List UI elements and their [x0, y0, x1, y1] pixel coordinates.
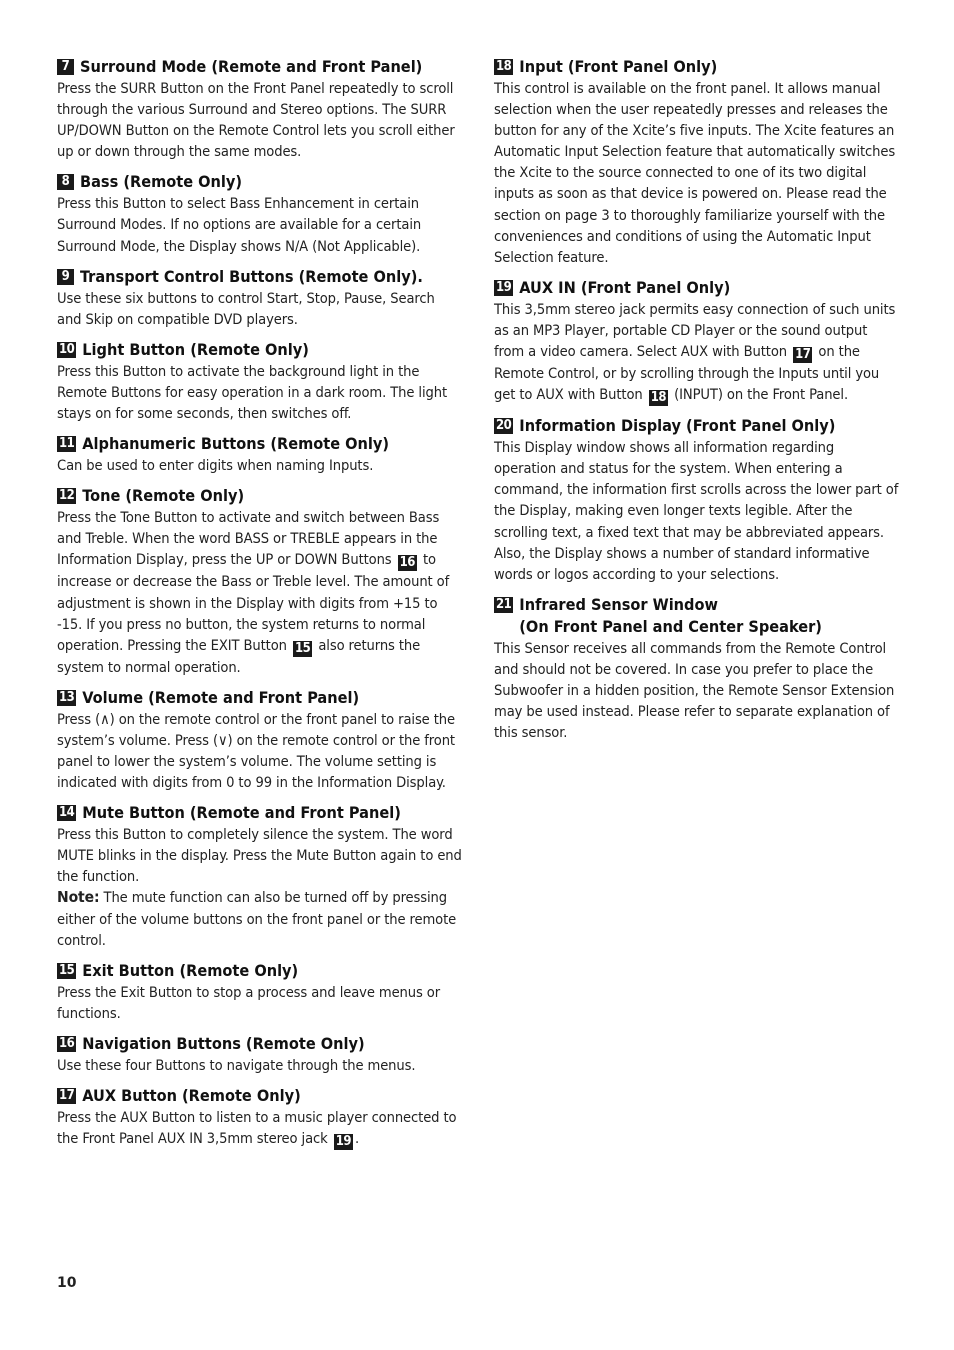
number-badge: 20 [496, 418, 512, 434]
note-label: Note: [57, 888, 100, 907]
body-text: Press the Tone Button to activate and switch between Bass and Treble. When the word BASS or TREBLE appears in the Information Display, press the UP or DOWN Buttons [57, 509, 440, 569]
section-body: Can be used to enter digits when naming Inputs. [57, 457, 374, 475]
body-text: This 3,5mm stereo jack permits easy connection of such units as an MP3 Player, portable CD Player or the sound output from a video camera. Select AUX with Button [494, 300, 896, 361]
section-heading [494, 415, 899, 437]
number-badge: 15 [59, 962, 75, 978]
section-title: Mute Button (Remote and Front Panel) [82, 803, 401, 823]
section-body: Press this Button to activate the background light in the Remote Buttons for easy operation in a dark room. The light stays on for some seconds, then switches off. [57, 362, 448, 423]
section-title: Alphanumeric Buttons (Remote Only) [82, 434, 390, 454]
section-heading [494, 56, 899, 78]
section-subtitle: (On Front Panel and Center Speaker) [519, 616, 822, 636]
section-heading [57, 1085, 462, 1107]
section-body: Press the Exit Button to stop a process and leave menus or functions. [57, 983, 441, 1022]
reference-badge: 17 [795, 347, 811, 363]
section-title: Light Button (Remote Only) [82, 339, 309, 359]
section-title: Input (Front Panel Only) [519, 57, 718, 76]
section-tone [57, 485, 462, 678]
body-text: . [355, 1130, 360, 1148]
section-heading [494, 594, 899, 638]
number-badge: 13 [59, 689, 75, 705]
section-body: Press this Button to select Bass Enhancement in certain Surround Modes. If no options are available for a certain Surround Mode, the Display shows N/A (Not Applicable). [57, 195, 422, 255]
section-body: Press (∧) on the remote control or the front panel to raise the system’s volume. Press (∨) on the remote control or the front panel to lower the system’s volume. The volume setting is indicated with digits from 0 to 99 in the Information Display. [57, 710, 455, 792]
number-badge: 16 [59, 1035, 75, 1051]
reference-badge: 16 [399, 555, 415, 571]
reference-badge: 19 [335, 1134, 352, 1150]
body-text: on the Remote Control, or by scrolling through the Inputs until you get to AUX with Button [494, 343, 880, 404]
section-bass [57, 171, 462, 256]
section-volume [57, 687, 462, 793]
number-badge: 19 [496, 279, 512, 295]
section-heading [494, 277, 899, 299]
page-number: 10 [57, 1275, 77, 1291]
section-body: This Display window shows all information regarding operation and status for the system. When entering a command, the information first scrolls across the lower part of the Display, making even longer texts legible. After the scrolling text, a fixed text that may be abbreviated appears. Also, the Display shows a number of standard informative words or logos according to your selections. [494, 439, 899, 583]
section-title: Exit Button (Remote Only) [82, 960, 299, 980]
section-body: This Sensor receives all commands from the Remote Control and should not be covered. In case you prefer to place the Subwoofer in a hidden position, the Remote Sensor Extension may be used instead. Please refer to separate explanation of this sensor. [494, 639, 895, 742]
section-aux-in [494, 277, 899, 406]
section-information-display [494, 415, 899, 585]
section-aux-button [57, 1085, 462, 1150]
number-badge: 12 [59, 488, 75, 504]
section-navigation-buttons [57, 1033, 462, 1076]
section-body: Press this Button to completely silence the system. The word MUTE blinks in the display. Press the Mute Button again to end the function. [57, 826, 462, 886]
section-title: Surround Mode (Remote and Front Panel) [80, 57, 423, 76]
section-alphanumeric [57, 433, 462, 476]
reference-badge: 15 [294, 640, 311, 656]
number-badge: 18 [496, 59, 512, 74]
section-title: AUX Button (Remote Only) [82, 1086, 301, 1105]
section-title: AUX IN (Front Panel Only) [519, 277, 731, 297]
section-title: Transport Control Buttons (Remote Only). [80, 266, 423, 286]
section-heading [57, 339, 462, 361]
number-badge: 8 [57, 174, 74, 190]
section-heading [57, 485, 462, 507]
section-infrared-sensor [494, 594, 899, 743]
section-title-line: Infrared Sensor Window [519, 594, 718, 614]
section-body: Use these six buttons to control Start, Stop, Pause, Search and Skip on compatible DVD players. [57, 289, 435, 328]
section-heading [57, 802, 462, 824]
section-heading [57, 960, 462, 982]
body-text: also returns the system to normal operation. [57, 636, 421, 676]
section-heading [57, 266, 462, 288]
section-body: Press the SURR Button on the Front Panel repeatedly to scroll through the various Surround and Stereo options. The SURR UP/DOWN Button on the Remote Control lets you scroll either up or down through the same modes. [57, 80, 455, 161]
body-text: to increase or decrease the Bass or Treble level. The amount of adjustment is shown in the Display with digits from +15 to -15. If you press no button, the system returns to normal operation. Pressing the EXIT Button [57, 551, 450, 654]
number-badge: 14 [59, 805, 75, 821]
number-badge: 17 [59, 1088, 75, 1103]
note-paragraph [57, 887, 462, 950]
section-heading [57, 687, 462, 709]
section-body: This control is available on the front panel. It allows manual selection when the user repeatedly presses and releases the button for any of the Xcite’s five inputs. The Xcite features an Automatic Input Selection feature that automatically switches the Xcite to the source connected to one of its two digital inputs as soon as that device is powered on. Please read the section on page 3 to thoroughly familiarize yourself with the conveniences and conditions of using the Automatic Input Selection feature. [494, 80, 896, 266]
section-title: Tone (Remote Only) [82, 486, 245, 506]
section-heading [57, 433, 462, 455]
body-text: (INPUT) on the Front Panel. [674, 386, 849, 404]
section-title: Bass (Remote Only) [80, 172, 243, 192]
body-text: Press the AUX Button to listen to a music player connected to the Front Panel AUX IN 3,5mm stereo jack [57, 1109, 457, 1148]
section-body: Use these four Buttons to navigate through the menus. [57, 1056, 416, 1074]
section-title: Navigation Buttons (Remote Only) [82, 1033, 365, 1053]
section-exit-button [57, 960, 462, 1024]
number-badge: 21 [496, 596, 512, 612]
section-surround-mode [57, 56, 462, 162]
number-badge: 10 [59, 341, 75, 357]
section-title [519, 594, 822, 638]
section-light-button [57, 339, 462, 424]
section-body [57, 507, 462, 678]
number-badge: 11 [59, 436, 75, 452]
section-body [494, 299, 899, 406]
section-mute-button [57, 802, 462, 951]
number-badge: 7 [57, 59, 74, 75]
reference-badge: 18 [650, 390, 666, 406]
section-title: Information Display (Front Panel Only) [519, 416, 836, 436]
right-column [494, 56, 899, 752]
section-title: Volume (Remote and Front Panel) [82, 687, 360, 707]
section-heading [57, 171, 462, 193]
section-body [57, 1107, 462, 1150]
left-column [57, 56, 462, 1159]
number-badge: 9 [57, 269, 74, 285]
section-heading [57, 1033, 462, 1055]
section-transport-control [57, 266, 462, 330]
section-input [494, 56, 899, 268]
section-heading [57, 56, 462, 78]
note-text: The mute function can also be turned off by pressing either of the volume buttons on the front panel or the remote control. [57, 889, 457, 949]
